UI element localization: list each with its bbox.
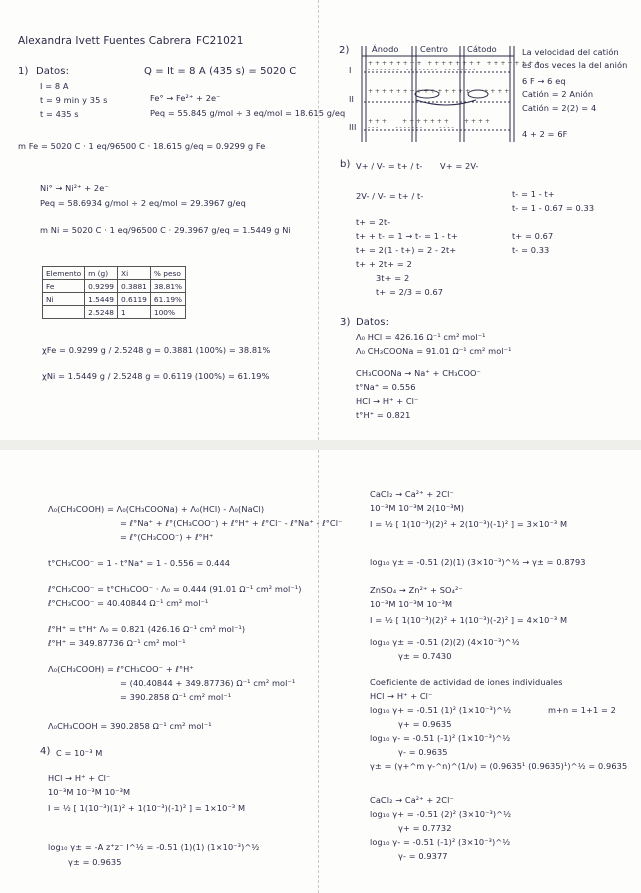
transport-number: t°Na⁺ = 0.556	[356, 382, 416, 392]
problem-1-data-title: Datos:	[36, 66, 70, 77]
time-value: t = 9 min y 35 s	[40, 95, 108, 105]
ion-marks: - - - - - - - - - - - - - -	[368, 124, 454, 131]
ionic-conductivity-result: ℓ°H⁺ = 349.87736 Ω⁻¹ cm² mol⁻¹	[48, 638, 186, 648]
iron-mass-calc: m Fe = 5020 C · 1 eq/96500 C · 18.615 g/eq = 0.9299 g Fe	[18, 141, 266, 151]
ionic-conductivity-calc: ℓ°H⁺ = t°H⁺ Λ₀ = 0.821 (426.16 Ω⁻¹ cm² mol⁻¹)	[48, 624, 246, 634]
center-label: Centro	[420, 44, 448, 54]
student-code: FC21021	[196, 35, 244, 47]
dissociation-eq: CaCl₂ → Ca²⁺ + 2Cl⁻	[370, 795, 454, 805]
nickel-equivalent-weight: Peq = 58.6934 g/mol ÷ 2 eq/mol = 29.3967 g/eq	[40, 198, 246, 208]
current-value: I = 8 A	[40, 81, 69, 91]
transport-eq: t+ + t- = 1 → t- = 1 - t+	[356, 231, 458, 241]
ion-marks: - - - - - - - - - - - - - - - - - - - - - - - -	[368, 66, 476, 73]
dissociation-eq: CH₃COONa → Na⁺ + CH₃COO⁻	[356, 368, 481, 378]
ion-marks: + + + + + + + + + + + + + + + + + + +	[368, 88, 510, 95]
dissociation-eq: HCl → H⁺ + Cl⁻	[356, 396, 419, 406]
activity-result: γ- = 0.9377	[398, 851, 448, 861]
debye-huckel-eq: log₁₀ γ+ = -0.51 (2)² (3×10⁻³)^½	[370, 809, 512, 819]
table-cell: Fe	[43, 280, 85, 293]
debye-huckel-eq: log₁₀ γ- = -0.51 (-1)² (3×10⁻³)^½	[370, 837, 511, 847]
nickel-fraction-calc: χNi = 1.5449 g / 2.5248 g = 0.6119 (100%) = 61.19%	[42, 371, 270, 381]
ionic-strength-calc: I = ½ [ 1(10⁻³)(1)² + 1(10⁻³)(-1)² ] = 1×10⁻³ M	[48, 803, 246, 813]
time-seconds: t = 435 s	[40, 109, 79, 119]
kohlrausch-eq: Λ₀(CH₃COOH) = Λ₀(CH₃COONa) + Λ₀(HCl) - Λ₀(NaCl)	[48, 504, 265, 514]
mean-activity-calc: γ± = (γ+^m γ-^n)^(1/ν) = (0.9635¹ (0.9635)¹)^½ = 0.9635	[370, 761, 628, 771]
dissociation-eq: HCl → H⁺ + Cl⁻	[48, 773, 111, 783]
table-cell: 0.3881	[118, 280, 151, 293]
table-cell: Ni	[43, 293, 85, 306]
activity-result: γ+ = 0.9635	[398, 719, 452, 729]
cation-note: Catión = 2 Anión	[522, 89, 594, 99]
limiting-conductivity-calc: = (40.40844 + 349.87736) Ω⁻¹ cm² mol⁻¹	[120, 678, 296, 688]
stage-label: III	[349, 122, 357, 132]
transport-result: t+ = 0.67	[512, 231, 554, 241]
ionic-conductivity-result: ℓ°CH₃COO⁻ = 40.40844 Ω⁻¹ cm² mol⁻¹	[48, 598, 209, 608]
conductivity-data: Λ₀ HCl = 426.16 Ω⁻¹ cm² mol⁻¹	[356, 332, 486, 342]
kohlrausch-eq: = ℓ°(CH₃COO⁻) + ℓ°H⁺	[120, 532, 214, 542]
limiting-conductivity-result: Λ₀CH₃COOH = 390.2858 Ω⁻¹ cm² mol⁻¹	[48, 721, 212, 731]
debye-huckel-eq: log₁₀ γ+ = -0.51 (1)² (1×10⁻³)^½	[370, 705, 512, 715]
conductivity-data: Λ₀ CH₃COONa = 91.01 Ω⁻¹ cm² mol⁻¹	[356, 346, 512, 356]
table-cell: 2.5248	[85, 306, 118, 319]
transport-result: t+ = 2/3 = 0.67	[376, 287, 444, 297]
ionic-strength-calc: I = ½ [ 1(10⁻³)(2)² + 1(10⁻³)(-2)² ] = 4×10⁻³ M	[370, 615, 568, 625]
limiting-conductivity-calc: = 390.2858 Ω⁻¹ cm² mol⁻¹	[120, 692, 232, 702]
kohlrausch-eq: = ℓ°Na⁺ + ℓ°(CH₃COO⁻) + ℓ°H⁺ + ℓ°Cl⁻ - ℓ°Na⁺ - ℓ°Cl⁻	[120, 518, 343, 528]
transport-eq: V+ / V- = t+ / t-	[356, 161, 423, 171]
table-header-cell: Xi	[118, 267, 151, 280]
table-cell: 1.5449	[85, 293, 118, 306]
velocity-note: es dos veces la del anión	[522, 60, 628, 70]
stage-label: I	[349, 65, 352, 75]
transport-eq: t+ = 2t-	[356, 217, 391, 227]
concentration-row: 10⁻³M 10⁻³M 10⁻³M	[370, 599, 453, 609]
velocity-note: La velocidad del catión	[522, 47, 619, 57]
transport-eq: t+ + 2t+ = 2	[356, 259, 412, 269]
activity-result: γ± = 0.7430	[398, 651, 452, 661]
debye-huckel-eq: log₁₀ γ± = -0.51 (2)(1) (3×10⁻³)^½ → γ± = 0.8793	[370, 557, 586, 567]
transport-eq: t+ = 2(1 - t+) = 2 - 2t+	[356, 245, 457, 255]
dissociation-eq: ZnSO₄ → Zn²⁺ + SO₄²⁻	[370, 585, 463, 595]
page-gap	[0, 440, 641, 450]
problem-1-number: 1)	[18, 66, 29, 77]
transport-eq: 3t+ = 2	[376, 273, 410, 283]
faraday-note: 6 F → 6 eq	[522, 76, 566, 86]
total-note: 4 + 2 = 6F	[522, 129, 568, 139]
part-b-label: b)	[340, 159, 351, 170]
activity-result: γ± = 0.9635	[68, 857, 122, 867]
iron-equivalent-weight: Peq = 55.845 g/mol ÷ 3 eq/mol = 18.615 g/eq	[150, 108, 346, 118]
page-divider-bottom	[318, 450, 319, 893]
problem-2-number: 2)	[339, 45, 350, 56]
anode-label: Ánodo	[372, 44, 399, 54]
problem-3-data-title: Datos:	[356, 317, 390, 328]
transport-number: t°H⁺ = 0.821	[356, 410, 411, 420]
limiting-conductivity-calc: Λ₀(CH₃COOH) = ℓ°CH₃COO⁻ + ℓ°H⁺	[48, 664, 194, 674]
stoichiometry-note: m+n = 1+1 = 2	[548, 705, 616, 715]
ionic-strength-calc: I = ½ [ 1(10⁻³)(2)² + 2(10⁻³)(-1)² ] = 3×10⁻³ M	[370, 519, 568, 529]
nickel-mass-calc: m Ni = 5020 C · 1 eq/96500 C · 29.3967 g/eq = 1.5449 g Ni	[40, 225, 291, 235]
problem-3-number: 3)	[340, 317, 351, 328]
transport-eq: V+ = 2V-	[440, 161, 479, 171]
table-cell: 0.9299	[85, 280, 118, 293]
nickel-reaction: Ni° → Ni²⁺ + 2e⁻	[40, 183, 109, 193]
ion-marks: + + + + + + + + + + + + + +	[368, 118, 490, 125]
activity-result: γ+ = 0.7732	[398, 823, 452, 833]
concentration-row: 10⁻³M 10⁻³M 2(10⁻³M)	[370, 503, 465, 513]
debye-huckel-eq: log₁₀ γ- = -0.51 (-1)² (1×10⁻³)^½	[370, 733, 511, 743]
dissociation-eq: CaCl₂ → Ca²⁺ + 2Cl⁻	[370, 489, 454, 499]
student-name: Alexandra Ivett Fuentes Cabrera	[18, 35, 192, 47]
stage-label: II	[349, 94, 355, 104]
table-cell: 100%	[150, 306, 185, 319]
table-cell: 61.19%	[150, 293, 185, 306]
concentration-row: 10⁻³M 10⁻³M 10⁻³M	[48, 787, 131, 797]
table-cell: 38.81%	[150, 280, 185, 293]
iron-reaction: Fe° → Fe²⁺ + 2e⁻	[150, 93, 221, 103]
debye-huckel-eq: log₁₀ γ± = -A z⁺z⁻ I^½ = -0.51 (1)(1) (1×10⁻³)^½	[48, 842, 260, 852]
transport-result: t- = 0.33	[512, 245, 550, 255]
cation-note: Catión = 2(2) = 4	[522, 103, 597, 113]
activity-result: γ- = 0.9635	[398, 747, 448, 757]
ionic-conductivity-calc: ℓ°CH₃COO⁻ = t°CH₃COO⁻ · Λ₀ = 0.444 (91.01 Ω⁻¹ cm² mol⁻¹)	[48, 584, 302, 594]
iron-fraction-calc: χFe = 0.9299 g / 2.5248 g = 0.3881 (100%) = 38.81%	[42, 345, 271, 355]
debye-huckel-eq: log₁₀ γ± = -0.51 (2)(2) (4×10⁻³)^½	[370, 637, 520, 647]
charge-equation: Q = It = 8 A (435 s) = 5020 C	[144, 66, 297, 77]
problem-4-number: 4)	[40, 746, 51, 757]
transport-calc: t°CH₃COO⁻ = 1 - t°Na⁺ = 1 - 0.556 = 0.444	[48, 558, 231, 568]
table-cell: 1	[118, 306, 151, 319]
dissociation-eq: HCl → H⁺ + Cl⁻	[370, 691, 433, 701]
concentration-value: C = 10⁻³ M	[56, 748, 103, 758]
section-heading: Coeficiente de actividad de iones individuales	[370, 677, 563, 687]
transport-eq: 2V- / V- = t+ / t-	[356, 191, 424, 201]
table-cell: 0.6119	[118, 293, 151, 306]
transport-eq: t- = 1 - t+	[512, 189, 555, 199]
table-header-cell: m (g)	[85, 267, 118, 280]
ion-marks: + + + + + + + + + + + + + + + + + + + + + + + +	[368, 60, 541, 67]
transport-eq: t- = 1 - 0.67 = 0.33	[512, 203, 595, 213]
cathode-label: Cátodo	[467, 44, 497, 54]
table-header-cell: % peso	[150, 267, 185, 280]
table-header-cell: Elemento	[43, 267, 85, 280]
